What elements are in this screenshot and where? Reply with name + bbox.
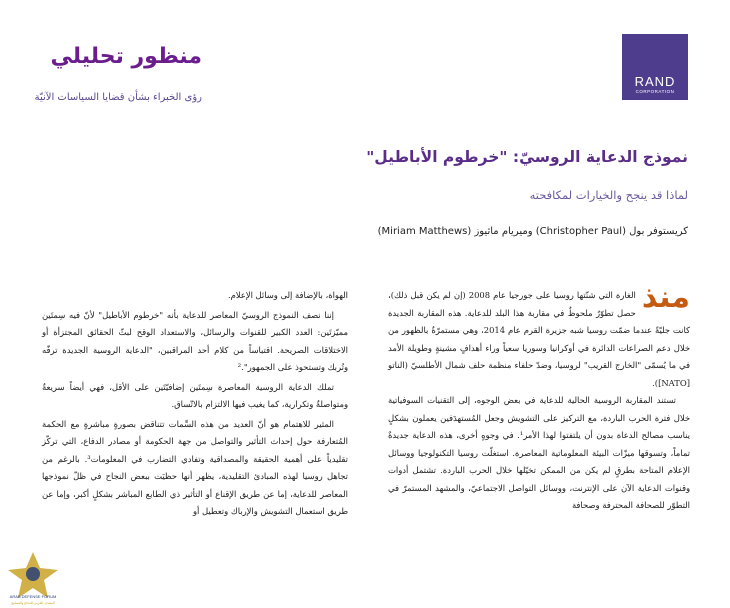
body-paragraph: تستند المقاربة الروسية الحالية للدعاية في بعض الوجوه، إلى التقنيات السوفياتية خلال فترة الحرب الباردة، مع التركيز على التشويش وجعل المُستهدَفين يعملون بشكلٍ يناسب مصالح الدعاة بدون أن يلتفتوا لهذا الأمر¹. في وجوهٍ أخرى، هذه الدعاية جديدةٌ تماماً، وتسوقها ميزّات البيئة المعلوماتية المعاصرة. استغلّت روسيا التكنولوجيا ووسائل الإعلام المتاحة بطرقٍ لم يكن من الممكن تخيّلها خلال الحرب الباردة. تشتمل أدوات وقنوات الدعاية الآن على الإنترنت، ووسائل التواصل الاجتماعيّ، والمشهد المستمرّ في التطوّر للصحافة المحترفة وصحافة: [388, 395, 690, 510]
series-title: منظور تحليلي: [50, 44, 202, 69]
body-paragraph: تملك الدعاية الروسية المعاصرة سِمتَين إضافيّتَين على الأقل، فهي أيضاً سريعةٌ ومتواصلةٌ وتكرارية، كما يغيب فيها الالتزام بالاتّساق.: [42, 381, 348, 409]
watermark-emblem-icon: [26, 567, 40, 581]
logo-subtext: CORPORATION: [635, 89, 675, 94]
document-title: نموذج الدعاية الروسيّ: "خرطوم الأباطيل": [366, 148, 688, 166]
body-paragraph: المثير للاهتمام هو أنّ العديد من هذه السِّمات تتناقض بصورةٍ مباشرةٍ مع الحكمة المُتعارفة حول إحداث التأثير والتواصل من جهة الحكومة أو مصادر الدفاع، التي تركّز تقليدياً على أهمية الحقيقة والمصداقية وتفادي التضارب في المعلومات³. بالرغم من تجاهل روسيا لهذه المبادئ التقليدية، يظهر أنها حظيَت ببعض النجاح في ظلّ نموذجها المعاصر للدعاية، إما عن طريق الإقناع أو التأثير ذي الطابع المباشر بشكلٍ أكبر، وإما عن طريق استعمال التشويش والإرباك وتعطيل أو: [42, 418, 348, 516]
watermark-text-ar: المنتدى العربي للدفاع والتسليح: [11, 601, 55, 605]
body-paragraph: الهواة، بالإضافة إلى وسائل الإعلام.: [227, 290, 348, 300]
body-paragraph: [388, 280, 690, 392]
body-column-right: [388, 280, 690, 515]
dropcap: منذ: [641, 280, 690, 315]
series-subtitle: رؤى الخبراء بشأن قضايا السياسات الآنيّة: [34, 92, 202, 103]
watermark-text-en: ARAB DEFENSE FORUM: [9, 594, 57, 599]
rand-corporation-logo: [622, 34, 688, 100]
authors-line: كريستوفر بول (Christopher Paul) وميريام ماثيوز (Miriam Matthews): [377, 226, 688, 237]
body-column-left: [42, 287, 348, 523]
arab-defense-forum-watermark: [4, 548, 62, 606]
paragraph-text: الغارة التي شنّتها روسيا على جورجيا عام 2008 (إن لم يكن قبل ذلك)، حصل تطوّرٌ ملحوظٌ في مقاربة هذا البلد للدعاية. هذه المقاربة الجديدة كانت جليّةً عندما ضمّت روسيا شبه جزيرة القرم عام 2014، وهي مستمرّةٌ بالظهور من خلال دعم الصراعات الدائرة في أوكرانيا وسوريا سعياً وراء أهدافٍ مشينةٍ وطويلة الأمد في ما يُسمّى "الخارج القريب" لروسيا، وضدّ حلفاء منظمة حلف شمال الأطلسيّ (الناتو [NATO]).: [388, 290, 690, 388]
logo-name: RAND: [634, 74, 676, 89]
body-paragraph: إننا نصف النموذج الروسيّ المعاصر للدعاية بأنه "خرطوم الأباطيل" لأنّ فيه سِمتَين مميّزتَين: العدد الكبير للقنوات والرسائل، والاستعداد الوقح لبثّ الحقائق المجتزأة أو الاختلاقات الصريحة. اقتباساً من كلام أحد المراقبين، "الدعاية الروسية الجديدة ترفّه وتُربك وتستحوذ على الجمهور".²: [42, 309, 348, 372]
document-subtitle: لماذا قد ينجح والخيارات لمكافحته: [529, 188, 688, 202]
